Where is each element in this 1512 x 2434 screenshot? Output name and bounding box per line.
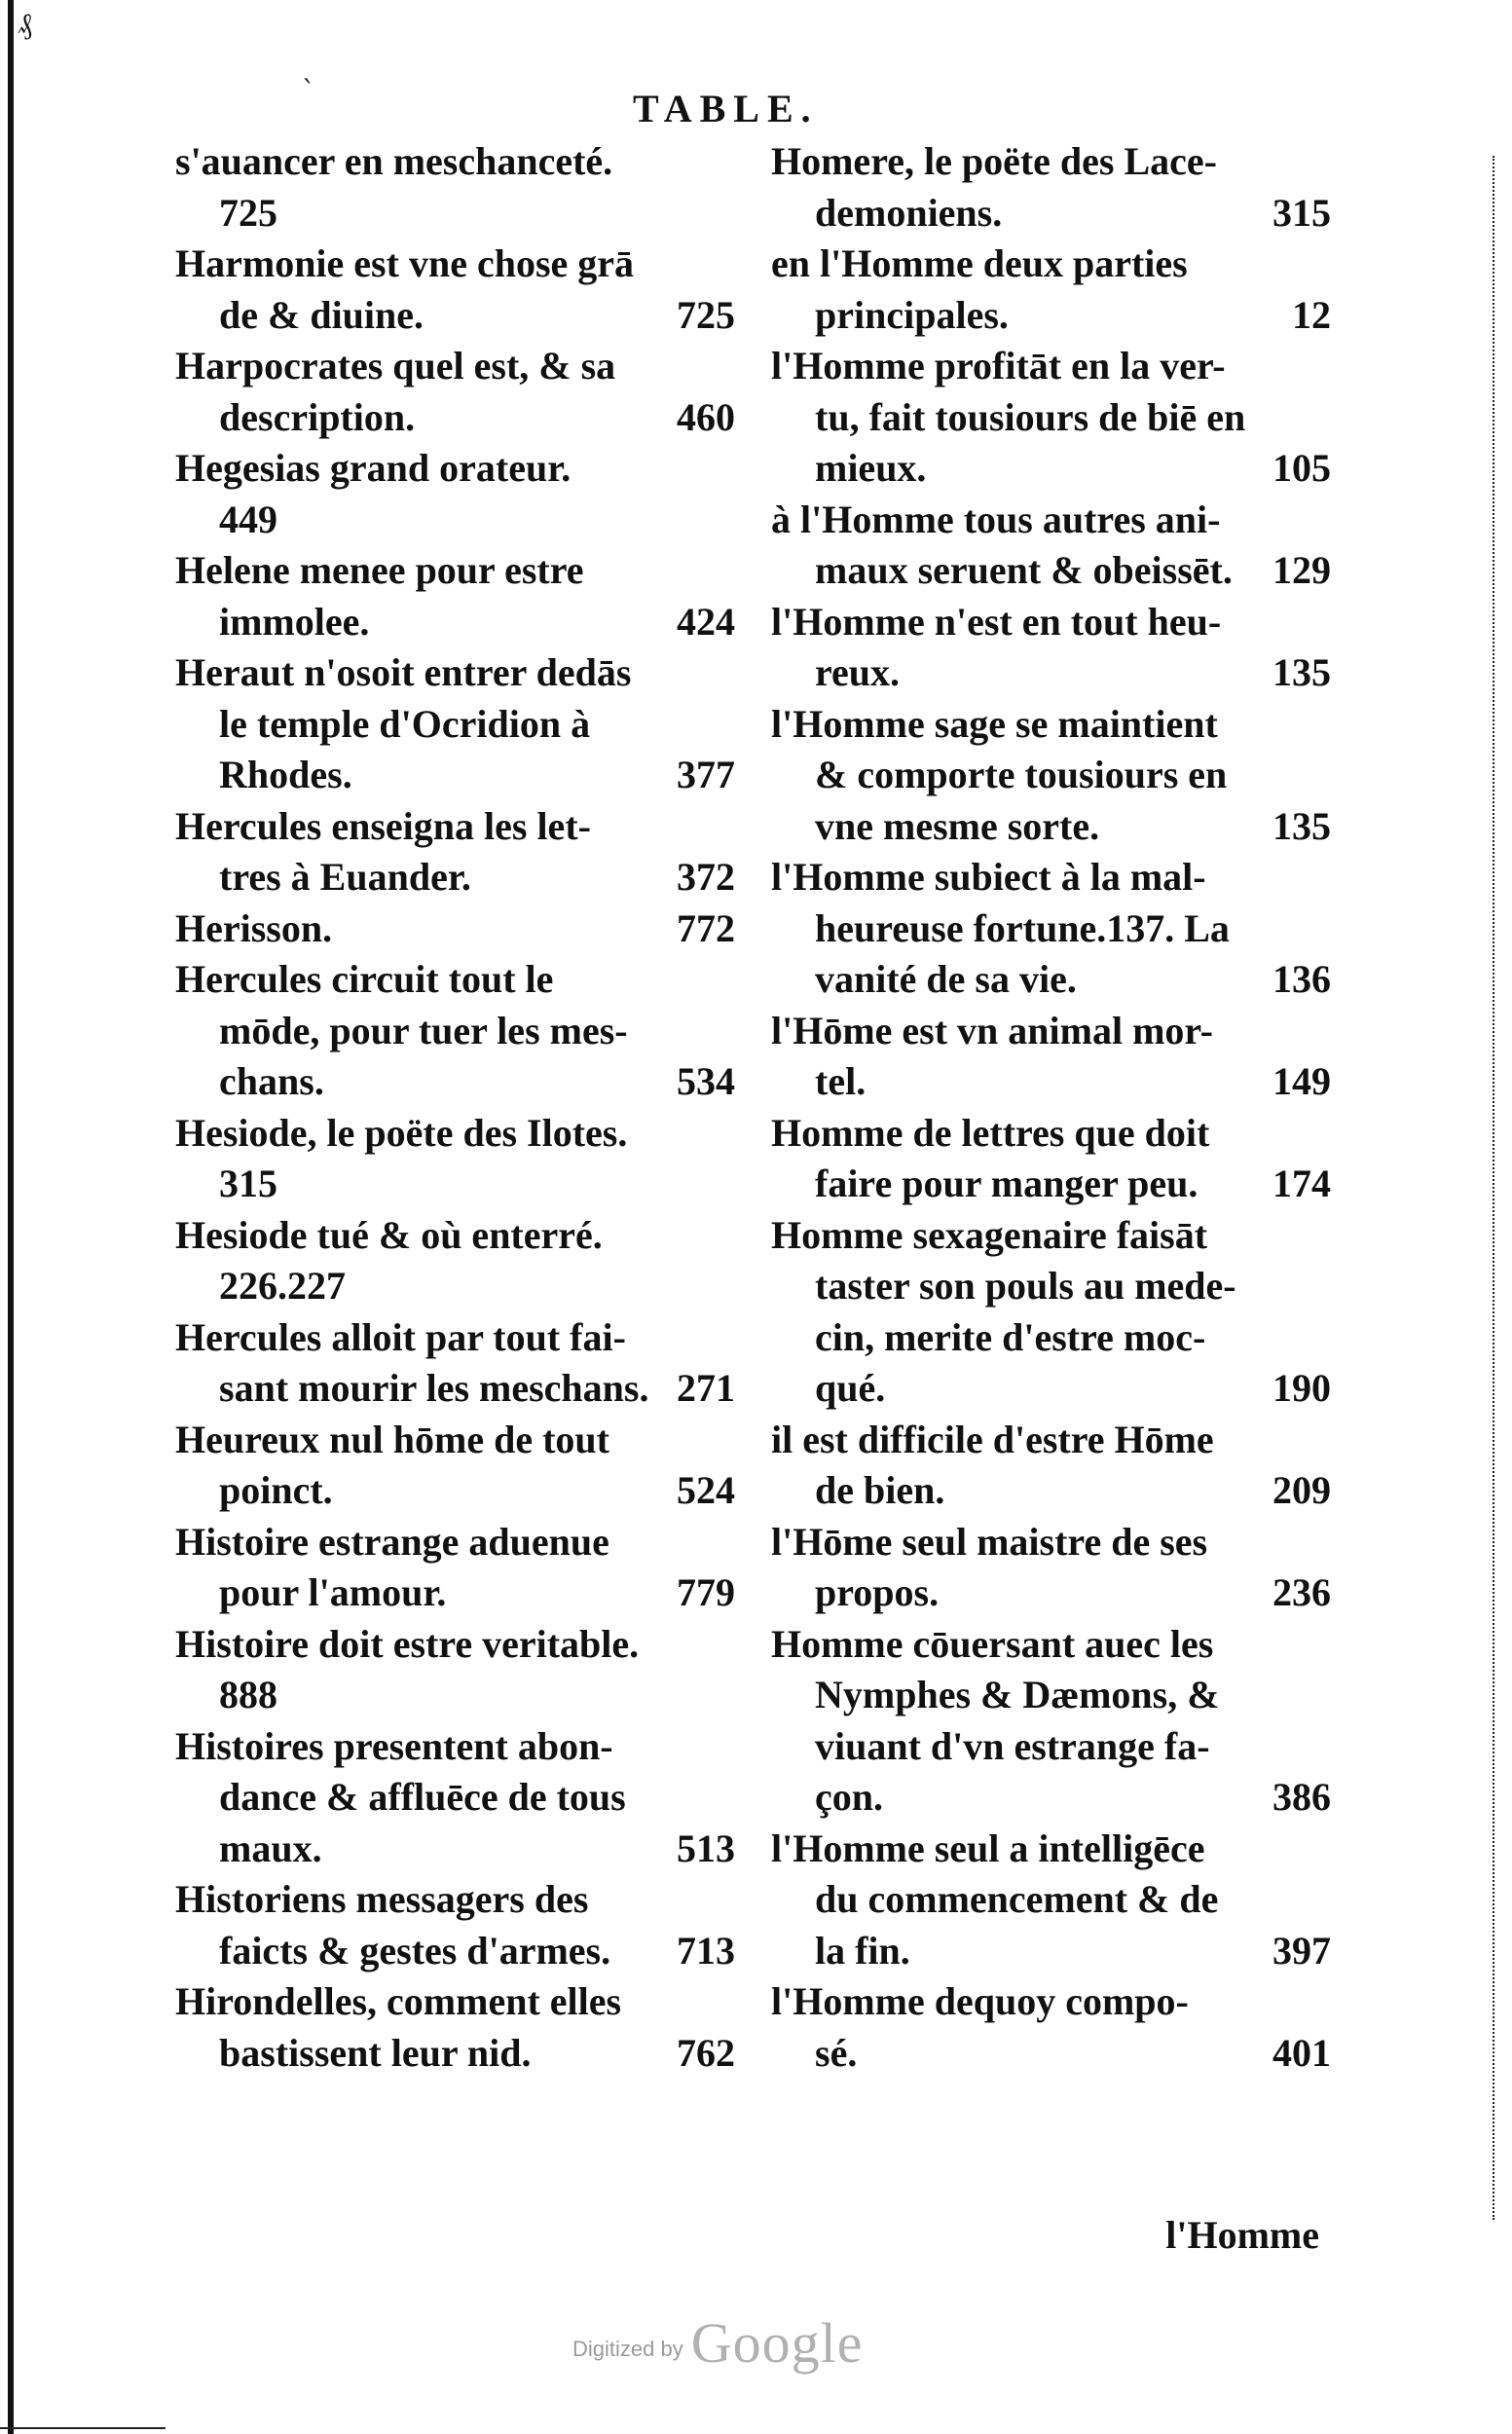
entry-line: l'Hōme est vn animal mor- bbox=[771, 1008, 1214, 1052]
index-entry bbox=[771, 1415, 1331, 1517]
entry-text: çon. bbox=[815, 1775, 883, 1819]
entry-line: l'Hōme seul maistre de ses bbox=[771, 1519, 1208, 1564]
page-number: 401 bbox=[1272, 2030, 1331, 2075]
entry-text: reux. bbox=[815, 650, 901, 694]
entry-text: qué. bbox=[815, 1366, 886, 1410]
entry-text: faicts & gestes d'armes. bbox=[219, 1928, 611, 1973]
page-right-edge-marks bbox=[1489, 156, 1494, 2220]
entry-line: en l'Homme deux parties bbox=[771, 241, 1188, 285]
index-entry bbox=[175, 801, 735, 904]
index-entry bbox=[175, 1415, 735, 1517]
index-entry bbox=[771, 1517, 1331, 1619]
digitized-by-google-watermark bbox=[572, 2309, 894, 2376]
entry-line: Harmonie est vne chose grā bbox=[175, 241, 635, 285]
entry-line bbox=[175, 1363, 735, 1415]
index-entry bbox=[771, 1006, 1331, 1108]
entry-text: description. bbox=[219, 394, 416, 439]
index-entry bbox=[771, 1108, 1331, 1210]
page-number: 174 bbox=[1272, 1162, 1331, 1205]
page-number: 226.227 bbox=[219, 1264, 346, 1308]
entry-line: dance & affluēce de tous bbox=[219, 1775, 626, 1819]
entry-text: maux seruent & obeissēt. bbox=[815, 548, 1233, 592]
entry-line: Homme sexagenaire faisāt bbox=[771, 1212, 1208, 1257]
index-entry bbox=[175, 1976, 735, 2079]
entry-text: bastissent leur nid. bbox=[219, 2030, 532, 2075]
entry-line bbox=[771, 188, 1331, 240]
entry-line: à l'Homme tous autres ani- bbox=[771, 497, 1221, 541]
entry-line bbox=[771, 1363, 1331, 1415]
entry-line: Hercules circuit tout le bbox=[175, 957, 554, 1001]
right-index-column bbox=[771, 136, 1331, 2079]
entry-text: de & diuine. bbox=[219, 292, 424, 337]
entry-line: viuant d'vn estrange fa- bbox=[815, 1723, 1210, 1768]
entry-text: propos. bbox=[815, 1570, 940, 1614]
entry-line: Homere, le poëte des Lace- bbox=[771, 139, 1217, 183]
page-number: 315 bbox=[219, 1162, 277, 1205]
entry-line: Nymphes & Dæmons, & bbox=[815, 1673, 1220, 1716]
entry-line: taster son pouls au mede- bbox=[815, 1264, 1236, 1308]
entry-line: & comporte tousiours en bbox=[815, 753, 1228, 796]
entry-line: s'auancer en meschanceté. bbox=[175, 139, 613, 183]
entry-text: sant mourir les meschans. bbox=[219, 1366, 649, 1410]
entry-line: Hirondelles, comment elles bbox=[175, 1979, 622, 2023]
index-entry bbox=[175, 647, 735, 801]
entry-text: mieux. bbox=[815, 446, 927, 490]
entry-text: chans. bbox=[219, 1059, 324, 1103]
entry-line: du commencement & de bbox=[815, 1877, 1219, 1921]
entry-text: maux. bbox=[219, 1826, 322, 1870]
page-number: 236 bbox=[1272, 1570, 1331, 1614]
entry-line bbox=[175, 1056, 735, 1108]
entry-line: Harpocrates quel est, & sa bbox=[175, 344, 616, 387]
index-entry bbox=[771, 1976, 1331, 2079]
page-number: 105 bbox=[1272, 446, 1331, 490]
entry-text: Herisson. bbox=[175, 905, 333, 950]
index-entry bbox=[175, 1721, 735, 1875]
entry-line: Hegesias grand orateur. bbox=[175, 446, 572, 490]
entry-line bbox=[175, 1926, 735, 1977]
entry-line: Historiens messagers des bbox=[175, 1877, 589, 1921]
page-number: 209 bbox=[1272, 1468, 1331, 1512]
entry-line: l'Homme sage se maintient bbox=[771, 701, 1218, 746]
page-header: TABLE. bbox=[633, 87, 819, 130]
entry-text: principales. bbox=[815, 292, 1009, 337]
entry-line bbox=[771, 954, 1331, 1006]
entry-line: Histoire estrange aduenue bbox=[175, 1519, 609, 1564]
entry-line: Homme de lettres que doit bbox=[771, 1110, 1210, 1155]
entry-line: Hercules alloit par tout fai- bbox=[175, 1314, 626, 1359]
entry-line: l'Homme seul a intelligēce bbox=[771, 1826, 1205, 1870]
entry-line bbox=[175, 2028, 735, 2080]
index-entry bbox=[175, 1874, 735, 1976]
index-entry bbox=[771, 495, 1331, 597]
entry-text: immolee. bbox=[219, 599, 370, 644]
index-entry bbox=[175, 239, 735, 341]
page-number: 725 bbox=[219, 190, 277, 235]
entry-text: vanité de sa vie. bbox=[815, 957, 1077, 1001]
index-entry bbox=[175, 1517, 735, 1619]
page-number: 315 bbox=[1272, 190, 1331, 235]
entry-line: l'Homme profitāt en la ver- bbox=[771, 344, 1226, 387]
page-number: 386 bbox=[1272, 1775, 1331, 1819]
entry-line: tu, fait tousiours de biē en bbox=[815, 394, 1246, 439]
index-entry bbox=[175, 1108, 735, 1210]
entry-line: mōde, pour tuer les mes- bbox=[219, 1008, 628, 1052]
entry-line: Histoire doit estre veritable. bbox=[175, 1621, 640, 1666]
page-number: 136 bbox=[1272, 957, 1331, 1001]
index-entry bbox=[175, 136, 735, 239]
page-number: 513 bbox=[677, 1826, 735, 1870]
entry-line bbox=[771, 1159, 1331, 1210]
page-number: 524 bbox=[677, 1468, 735, 1512]
index-entry bbox=[175, 1312, 735, 1415]
corner-mark: ₰ bbox=[18, 7, 32, 41]
entry-line: Homme cōuersant auec les bbox=[771, 1621, 1214, 1666]
entry-text: vne mesme sorte. bbox=[815, 803, 1100, 848]
entry-line: le temple d'Ocridion à bbox=[219, 701, 591, 746]
page-number: 397 bbox=[1272, 1928, 1331, 1973]
page-number: 129 bbox=[1272, 548, 1331, 592]
entry-line: il est difficile d'estre Hōme bbox=[771, 1417, 1214, 1461]
left-index-column bbox=[175, 136, 735, 2079]
entry-line: l'Homme dequoy compo- bbox=[771, 1979, 1189, 2023]
google-logo: Google bbox=[690, 2310, 864, 2375]
page-number: 149 bbox=[1272, 1059, 1331, 1103]
page-number: 779 bbox=[677, 1570, 735, 1614]
entry-line: heureuse fortune.137. La bbox=[815, 905, 1230, 950]
page-number: 460 bbox=[677, 394, 735, 439]
entry-line bbox=[175, 290, 735, 342]
index-entry bbox=[771, 1824, 1331, 1977]
entry-line: l'Homme n'est en tout heu- bbox=[771, 599, 1222, 644]
page-number: 135 bbox=[1272, 803, 1331, 848]
index-entry bbox=[175, 904, 735, 955]
entry-line bbox=[175, 1465, 735, 1517]
page-number: 534 bbox=[677, 1059, 735, 1103]
index-entry bbox=[771, 239, 1331, 341]
index-entry bbox=[175, 443, 735, 545]
entry-line: Histoires presentent abon- bbox=[175, 1723, 613, 1768]
entry-line: l'Homme subiect à la mal- bbox=[771, 855, 1206, 899]
entry-text: poinct. bbox=[219, 1468, 333, 1512]
page-number: 372 bbox=[677, 855, 735, 899]
index-entry bbox=[771, 341, 1331, 495]
entry-line bbox=[175, 1824, 735, 1875]
entry-line: cin, merite d'estre moc- bbox=[815, 1314, 1206, 1359]
index-entry bbox=[771, 1619, 1331, 1824]
entry-line bbox=[771, 1772, 1331, 1824]
entry-line: Hesiode, le poëte des Ilotes. bbox=[175, 1110, 628, 1155]
page-number: 271 bbox=[677, 1366, 735, 1410]
page-number: 762 bbox=[677, 2030, 735, 2075]
page-number: 135 bbox=[1272, 650, 1331, 694]
index-entry bbox=[175, 545, 735, 647]
index-entry bbox=[175, 1619, 735, 1721]
entry-line bbox=[771, 1926, 1331, 1977]
page-number: 713 bbox=[677, 1928, 735, 1973]
catchword: l'Homme bbox=[1165, 2213, 1319, 2257]
entry-text: demoniens. bbox=[815, 190, 1003, 235]
entry-line bbox=[771, 290, 1331, 342]
page-number: 772 bbox=[677, 905, 735, 950]
entry-line bbox=[771, 1465, 1331, 1517]
entry-line bbox=[771, 801, 1331, 853]
index-entry bbox=[771, 852, 1331, 1006]
entry-line bbox=[175, 597, 735, 648]
entry-text: de bien. bbox=[815, 1468, 945, 1512]
page-number: 377 bbox=[677, 753, 735, 796]
page-left-border bbox=[8, 0, 14, 2434]
entry-text: faire pour manger peu. bbox=[815, 1162, 1199, 1205]
entry-text: pour l'amour. bbox=[219, 1570, 447, 1614]
index-entry bbox=[771, 136, 1331, 239]
page-number: 12 bbox=[1292, 292, 1331, 337]
entry-line bbox=[771, 545, 1331, 597]
bottom-rule bbox=[0, 2427, 166, 2429]
entry-line bbox=[771, 1567, 1331, 1619]
entry-text: Rhodes. bbox=[219, 753, 352, 796]
index-entry bbox=[175, 1210, 735, 1312]
entry-line bbox=[175, 750, 735, 801]
page-number: 424 bbox=[677, 599, 735, 644]
entry-line bbox=[175, 392, 735, 444]
entry-line bbox=[771, 2028, 1331, 2080]
index-entry bbox=[771, 597, 1331, 699]
index-entry bbox=[771, 1210, 1331, 1415]
page-number: 190 bbox=[1272, 1366, 1331, 1410]
entry-text: tres à Euander. bbox=[219, 855, 471, 899]
entry-text: sé. bbox=[815, 2030, 858, 2075]
entry-line: Hercules enseigna les let- bbox=[175, 803, 591, 848]
entry-line bbox=[771, 1056, 1331, 1108]
entry-line bbox=[175, 904, 735, 955]
watermark-prefix: Digitized by bbox=[572, 2337, 683, 2361]
entry-line bbox=[175, 1567, 735, 1619]
entry-line: Heureux nul hōme de tout bbox=[175, 1417, 609, 1461]
entry-line bbox=[771, 647, 1331, 699]
page-number: 449 bbox=[219, 497, 277, 541]
entry-line bbox=[175, 852, 735, 904]
index-entry bbox=[175, 954, 735, 1108]
entry-line: Heraut n'osoit entrer dedās bbox=[175, 650, 632, 694]
entry-text: la fin. bbox=[815, 1928, 910, 1973]
index-entry bbox=[771, 699, 1331, 853]
page-number: 725 bbox=[677, 292, 735, 337]
entry-line: Helene menee pour estre bbox=[175, 548, 584, 592]
entry-text: tel. bbox=[815, 1059, 867, 1103]
index-entry bbox=[175, 341, 735, 443]
top-mark: ` bbox=[302, 75, 315, 107]
page-number: 888 bbox=[219, 1673, 277, 1716]
entry-line bbox=[771, 443, 1331, 495]
entry-line: Hesiode tué & où enterré. bbox=[175, 1212, 603, 1257]
